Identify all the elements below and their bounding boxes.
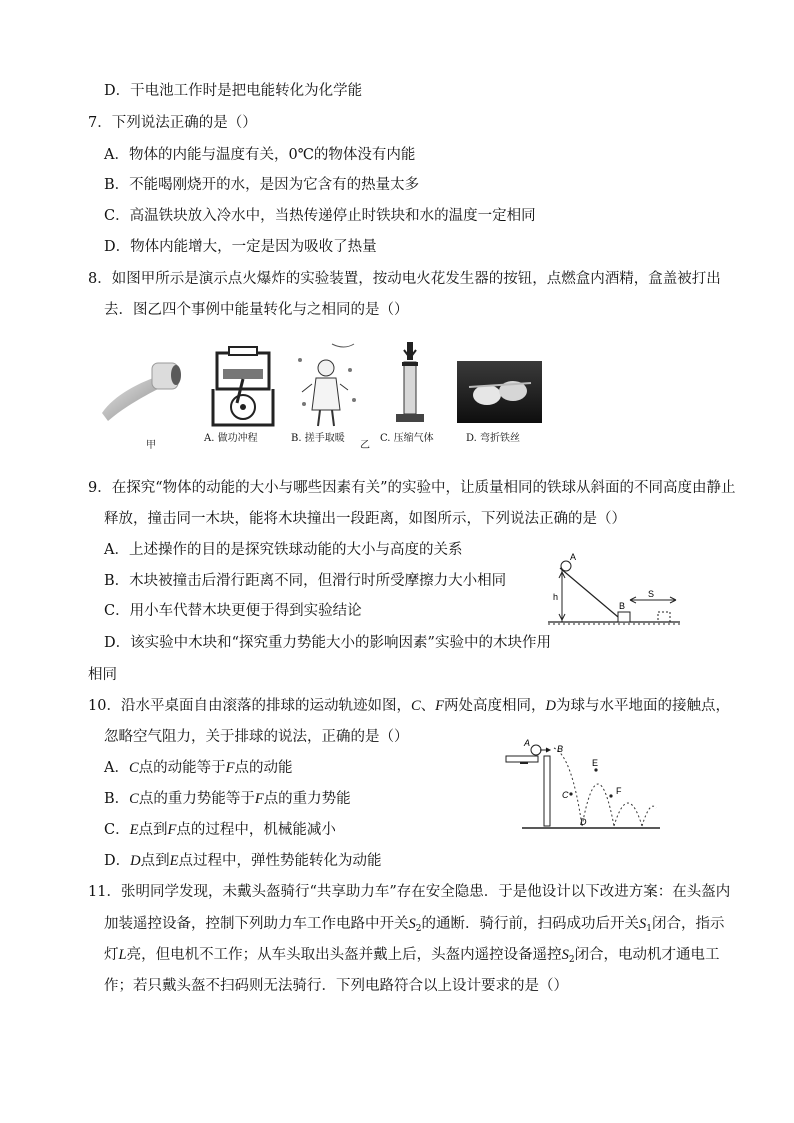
q10-opt-b-var-c: C [129,791,139,807]
q8-caption-d: D. 弯折铁丝 [466,433,521,444]
q9-stem-line1: 9．在探究“物体的动能的大小与哪些因素有关”的实验中，让质量相同的铁球从斜面的不同高度由静止 [88,480,736,496]
q9-fig-label-s: S [648,589,655,599]
q8-figure-a-engine-icon [203,345,283,430]
q9-stem-line2: 释放，撞击同一木块，能将木块撞出一段距离，如图所示，下列说法正确的是（） [104,511,626,527]
q10-option-d [104,851,381,871]
q10-var-d: D [545,698,556,714]
q10-opt-a-post: 点的动能 [234,760,293,776]
q10-fig-label-b: B [557,744,564,754]
q10-figure-ball-trajectory [500,732,670,832]
q11-line1: 11．张明同学发现，未戴头盔骑行“共享助力车”存在安全隐患．于是他设计以下改进方案：在头盔内 [88,884,731,900]
q10-opt-d-var-e: E [169,853,179,869]
q11-line2-pre: 加装遥控设备，控制下列助力车工作电路中开关 [104,916,409,932]
q10-stem-part2: 两处高度相同， [443,698,546,714]
q8-figure-b-rubbing-hands-icon [292,340,364,430]
q10-opt-d-mid: 点到 [140,853,170,869]
q8-caption-a: A. 做功冲程 [204,433,258,444]
q11-var-l: L [118,947,127,963]
q10-fig-label-d: D [580,817,587,827]
q10-opt-c-prefix: C． [104,822,130,838]
q9-option-a: A．上述操作的目的是探究铁球动能的大小与高度的关系 [104,542,463,558]
q8-figure-d-bending-wire-icon [457,361,542,423]
q10-opt-d-prefix: D． [104,853,131,869]
q10-opt-c-var-e: E [129,822,139,838]
q11-sub-2-b: 2 [568,955,575,965]
q9-option-c: C．用小车代替木块更便于得到实验结论 [104,603,362,619]
q11-line3 [104,945,720,970]
q9-fig-label-b: B [619,601,626,611]
q6-option-d: D．干电池工作时是把电能转化为化学能 [104,83,363,99]
q10-option-c [104,820,336,840]
q10-opt-d-post: 点过程中，弹性势能转化为动能 [178,853,382,869]
q11-var-s: S [408,916,416,932]
q11-line3-post: 闭合，电动机才通电工 [574,947,720,963]
q11-sub-2: 2 [415,924,422,934]
q7-option-d: D．物体内能增大，一定是因为吸收了热量 [104,239,377,255]
q10-option-b [104,789,351,809]
q10-var-c: C [410,698,421,714]
q10-opt-b-mid: 点的重力势能等于 [138,791,255,807]
q11-line4: 作；若只戴头盔不扫码则无法骑行．下列电路符合以上设计要求的是（） [104,978,568,994]
q10-opt-a-prefix: A． [104,760,129,776]
q10-stem-line1 [88,696,730,716]
q8-label-yi: 乙 [360,440,370,451]
q9-option-d: D．该实验中木块和“探究重力势能大小的影响因素”实验中的木块作用 [104,635,551,651]
q9-fig-label-a: A [570,552,577,562]
q10-opt-c-post: 点的过程中，机械能减小 [176,822,336,838]
q9-option-d-continued: 相同 [88,667,117,683]
q8-label-jia: 甲 [146,440,156,451]
q8-figure-c-air-compression-icon [390,340,430,428]
q11-line2 [104,914,724,939]
q11-line2-end: 闭合，指示 [651,916,725,932]
q10-opt-d-var-d: D [130,853,141,869]
q10-fig-label-a: A [524,738,531,748]
q10-opt-c-var-f: F [167,822,177,838]
q10-stem-part3: 为球与水平地面的接触点， [555,698,730,714]
q10-opt-c-mid: 点到 [138,822,168,838]
q10-option-a [104,758,293,778]
q10-opt-b-var-f: F [254,791,264,807]
q8-caption-b: B. 搓手取暖 [291,433,345,444]
q7-option-a: A．物体的内能与温度有关，0℃的物体没有内能 [104,147,416,163]
q10-stem-sep: 、 [420,698,436,714]
q9-fig-label-h: h [553,592,559,602]
q10-opt-a-var-c: C [128,760,139,776]
q11-line3-mid: 亮，但电机不工作；从车头取出头盔并戴上后，头盔内遥控设备遥控 [126,947,562,963]
q11-var-s-c: S [561,947,569,963]
q10-stem-line2: 忽略空气阻力，关于排球的说法，正确的是（） [104,729,409,745]
q10-stem-part1: 10．沿水平桌面自由滚落的排球的运动轨迹如图， [88,698,411,714]
q11-sub-1: 1 [646,924,652,934]
q8-stem-line1: 8．如图甲所示是演示点火爆炸的实验装置，按动电火花发生器的按钮，点燃盒内酒精，盒盖被打出 [88,271,721,287]
q7-stem: 7．下列说法正确的是（） [88,115,257,131]
q10-opt-a-var-f: F [225,760,235,776]
q10-opt-b-post: 点的重力势能 [263,791,351,807]
q8-figure-jia-explosion-box [94,355,194,425]
q10-opt-a-mid: 点的动能等于 [138,760,226,776]
q7-option-c: C．高温铁块放入冷水中，当热传递停止时铁块和水的温度一定相同 [104,208,536,224]
q7-option-b: B．不能喝刚烧开的水，是因为它含有的热量太多 [104,177,420,193]
q10-fig-label-f: F [616,786,622,796]
q10-fig-label-e: E [592,758,599,768]
q11-var-s-b: S [638,916,647,932]
q9-figure-ramp-diagram [544,550,684,630]
q11-line3-pre: 灯 [104,947,119,963]
q11-line2-mid: 的通断．骑行前，扫码成功后开关 [421,916,639,932]
q9-option-b: B．木块被撞击后滑行距离不同，但滑行时所受摩擦力大小相同 [104,573,507,589]
q10-var-f: F [435,698,444,714]
q10-fig-label-c: C [562,790,569,800]
q10-opt-b-prefix: B． [104,791,130,807]
q8-caption-c: C. 压缩气体 [380,433,434,444]
q8-stem-line2: 去．图乙四个事例中能量转化与之相同的是（） [104,302,409,318]
